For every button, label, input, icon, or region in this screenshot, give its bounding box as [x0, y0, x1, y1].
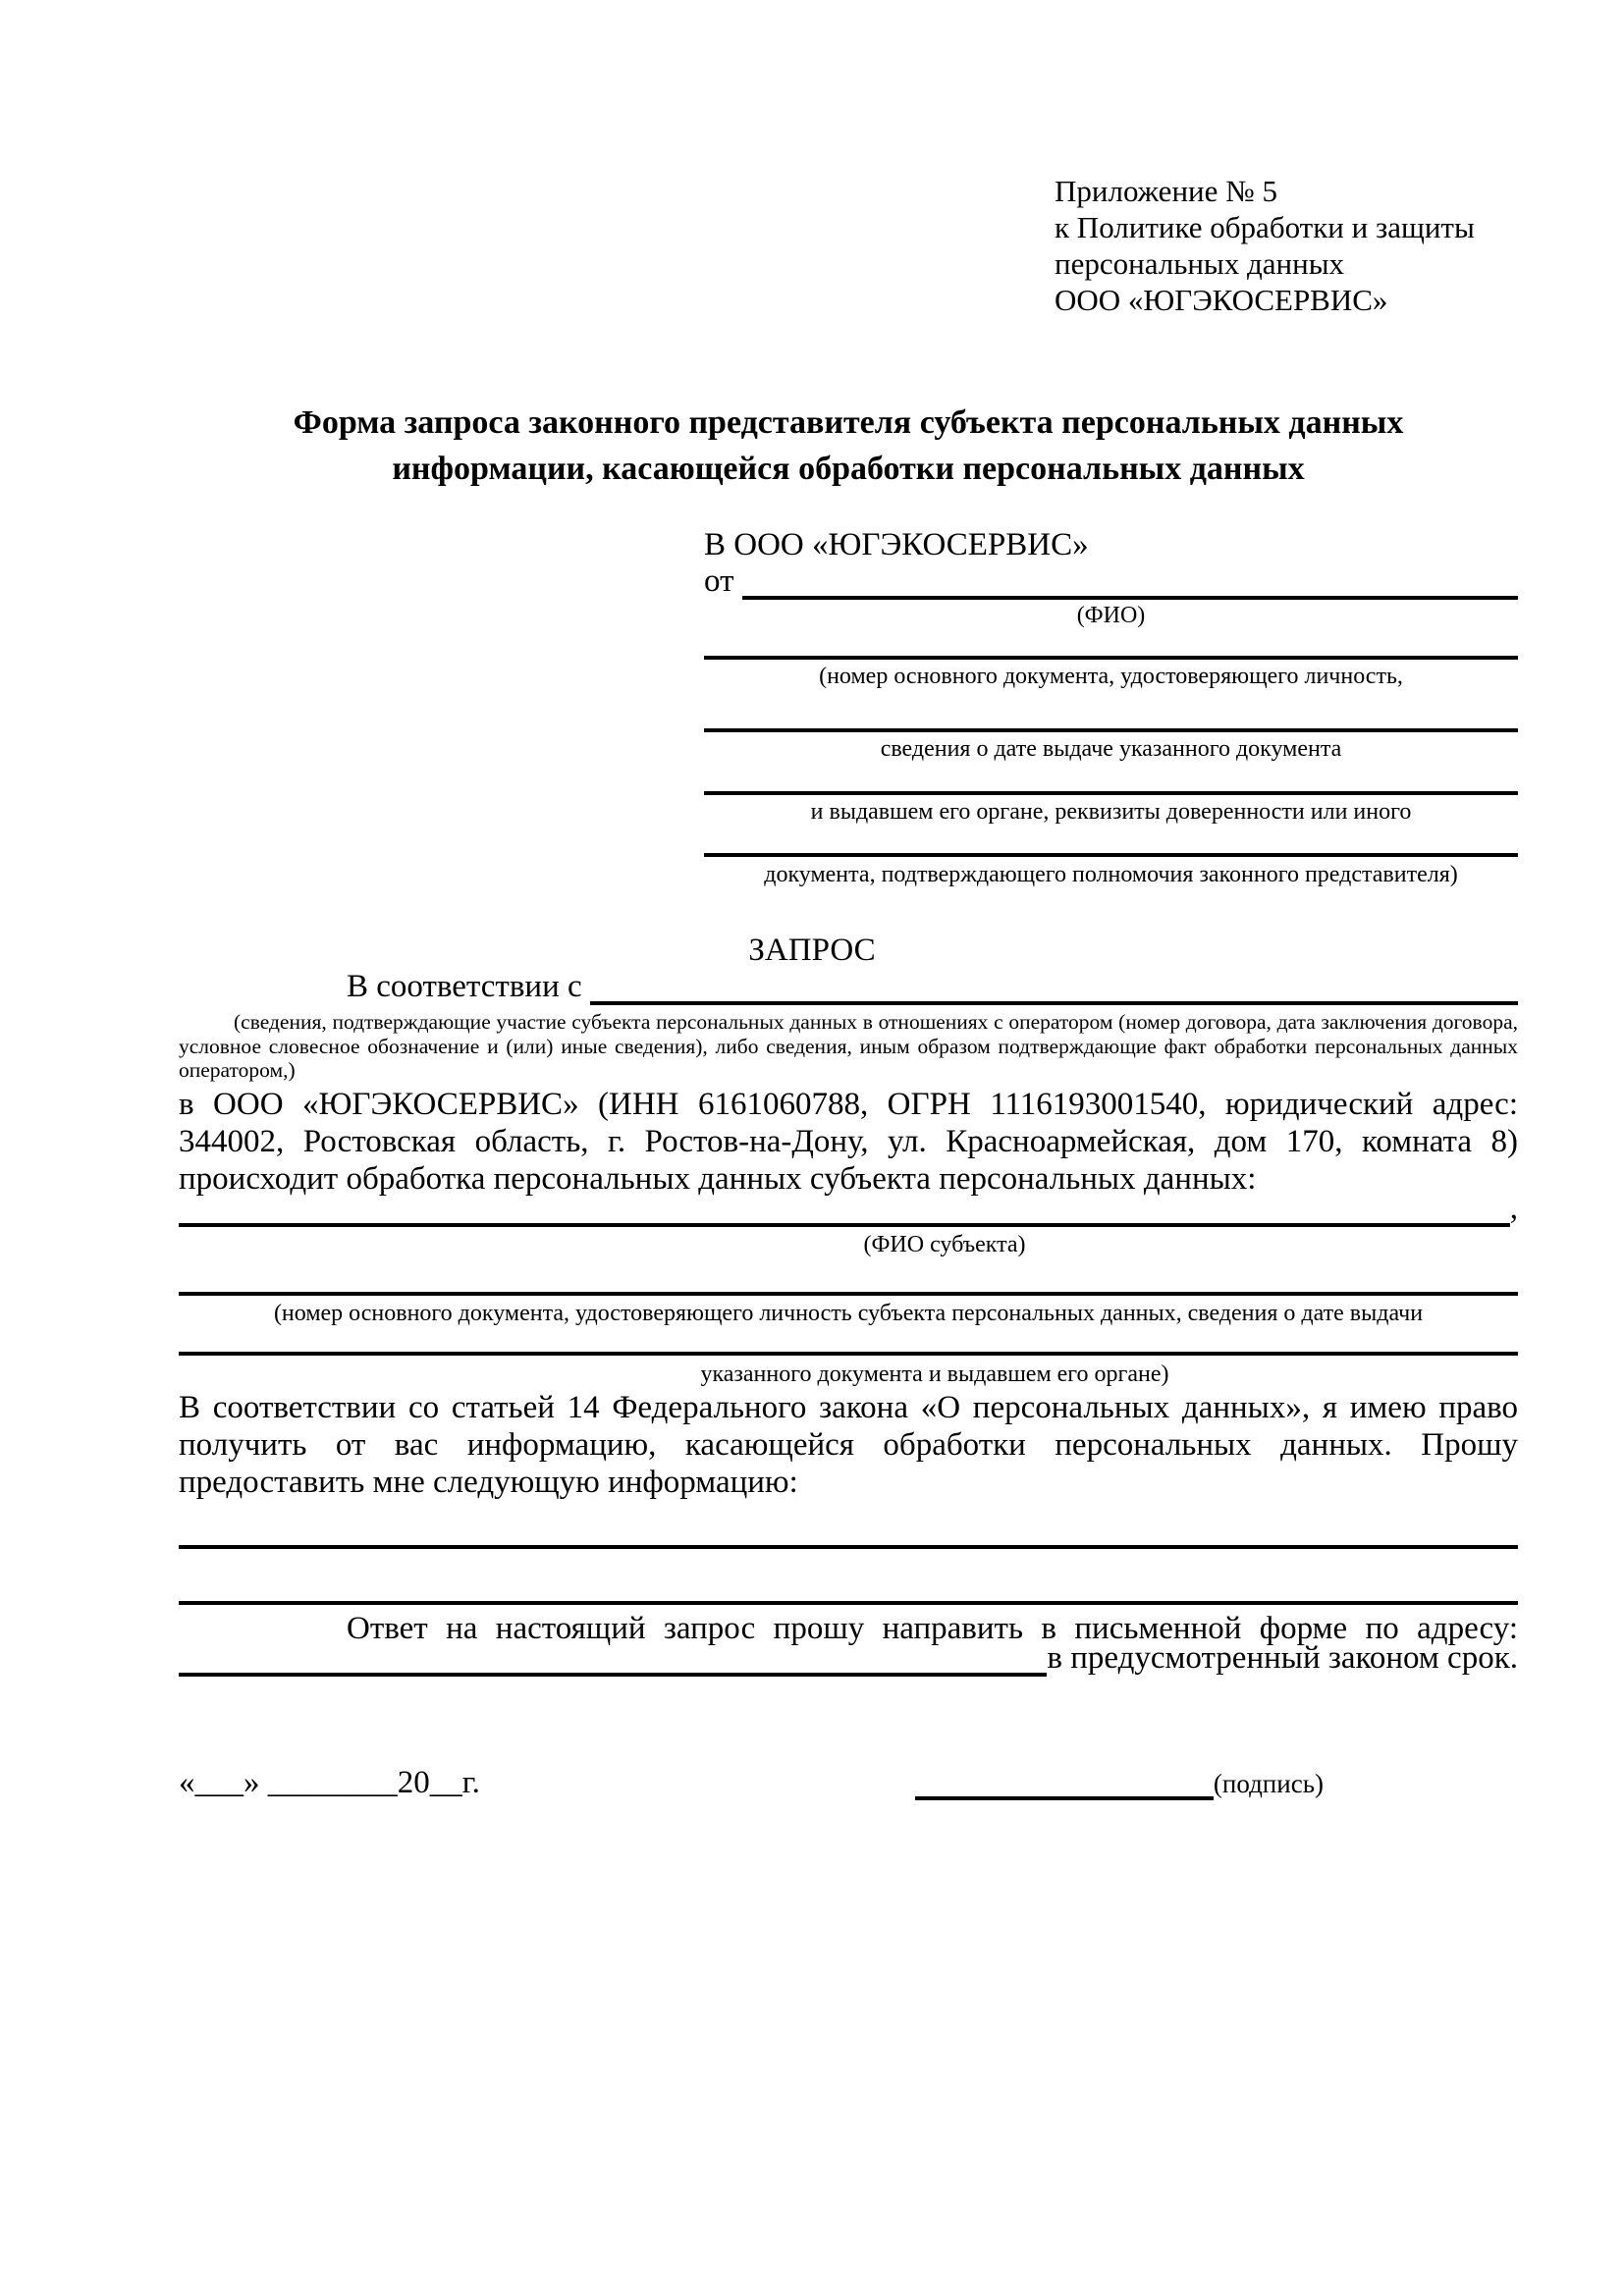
reply-intro: Ответ на настоящий запрос прошу направить в письменной форме по адресу:: [347, 1611, 1518, 1646]
reply-address-blank[interactable]: [179, 1640, 1047, 1677]
subject-doc-blank-1[interactable]: [179, 1292, 1518, 1296]
rep-doc-blank-4[interactable]: [704, 853, 1518, 857]
from-row: [704, 562, 1518, 600]
operator-paragraph: в ООО «ЮГЭКОСЕРВИС» (ИНН 6161060788, ОГРН 1116193001540, юридический адрес: 344002, Ростовская область, г. Ростов-на-Дону, ул. Красноармейская, дом 170, комната 8) происходит обработка персональных данных субъекта персональных данных:: [179, 1087, 1518, 1197]
from-label-space: [734, 562, 742, 600]
rep-doc-caption-3: и выдавшем его органе, реквизиты доверенности или иного: [810, 799, 1412, 825]
info-blank-2[interactable]: [179, 1601, 1518, 1605]
reply-address-row: [179, 1640, 1518, 1677]
fio-caption: (ФИО): [1076, 603, 1146, 628]
signature-caption: (подпись): [1213, 1769, 1324, 1798]
accordance-label-space: [582, 968, 590, 1005]
rep-doc-caption-1: (номер основного документа, удостоверяющего личность,: [819, 664, 1403, 689]
subject-fio-blank[interactable]: [179, 1190, 1510, 1227]
addressee-organization: В ООО «ЮГЭКОСЕРВИС»: [704, 527, 1089, 562]
rights-paragraph: В соответствии со статьей 14 Федерального закона «О персональных данных», я имею право получить от вас информацию, касающейся обработки персональных данных. Прошу предоставить мне следующую информацию:: [179, 1390, 1518, 1500]
accordance-note: (сведения, подтверждающие участие субъекта персональных данных в отношениях с оператором (номер договора, дата заключения договора, условное словесное обозначение и (или) иные сведения), либо сведения, иным образом подтверждающие факт обработки персональных данных оператором,): [179, 1010, 1518, 1083]
annex-line-3: персональных данных: [1055, 246, 1345, 281]
document-title: [179, 400, 1518, 492]
rep-doc-blank-2[interactable]: [704, 728, 1518, 732]
subject-doc-blank-2[interactable]: [179, 1352, 1518, 1356]
accordance-blank[interactable]: [590, 968, 1518, 1005]
rep-doc-caption-4: документа, подтверждающего полномочия законного представителя): [764, 862, 1458, 887]
date-line[interactable]: «___» ________20__г.: [179, 1765, 480, 1800]
request-heading: ЗАПРОС: [748, 933, 876, 968]
annex-line-1: Приложение № 5: [1055, 174, 1277, 208]
subject-doc-caption-1: (номер основного документа, удостоверяющего личность субъекта персональных данных, сведения о дате выдачи: [273, 1301, 1424, 1326]
subject-doc-caption-2: указанного документа и выдавшем его органе): [700, 1362, 1169, 1387]
rep-doc-blank-3[interactable]: [704, 791, 1518, 795]
signature-row: [915, 1764, 1324, 1800]
accordance-label: В соответствии с: [347, 969, 582, 1004]
annex-block: [1055, 173, 1475, 318]
subject-fio-row: [179, 1190, 1518, 1227]
info-blank-1[interactable]: [179, 1545, 1518, 1549]
accordance-row: [347, 968, 1518, 1005]
annex-line-2: к Политике обработки и защиты: [1055, 210, 1475, 244]
subject-fio-caption: (ФИО субъекта): [863, 1232, 1026, 1257]
from-label: от: [704, 563, 734, 599]
title-line-1: Форма запроса законного представителя субъекта персональных данных: [293, 404, 1404, 441]
rep-doc-blank-1[interactable]: [704, 656, 1518, 660]
title-line-2: информации, касающейся обработки персональных данных: [392, 451, 1305, 487]
reply-tail: в предусмотренный законом срок.: [1047, 1640, 1518, 1676]
signature-blank[interactable]: [915, 1764, 1214, 1800]
representative-fio-blank[interactable]: [742, 562, 1518, 600]
annex-line-4: ООО «ЮГЭКОСЕРВИС»: [1055, 283, 1388, 317]
rep-doc-caption-2: сведения о дате выдаче указанного документа: [880, 736, 1342, 762]
subject-fio-comma: ,: [1509, 1191, 1518, 1226]
